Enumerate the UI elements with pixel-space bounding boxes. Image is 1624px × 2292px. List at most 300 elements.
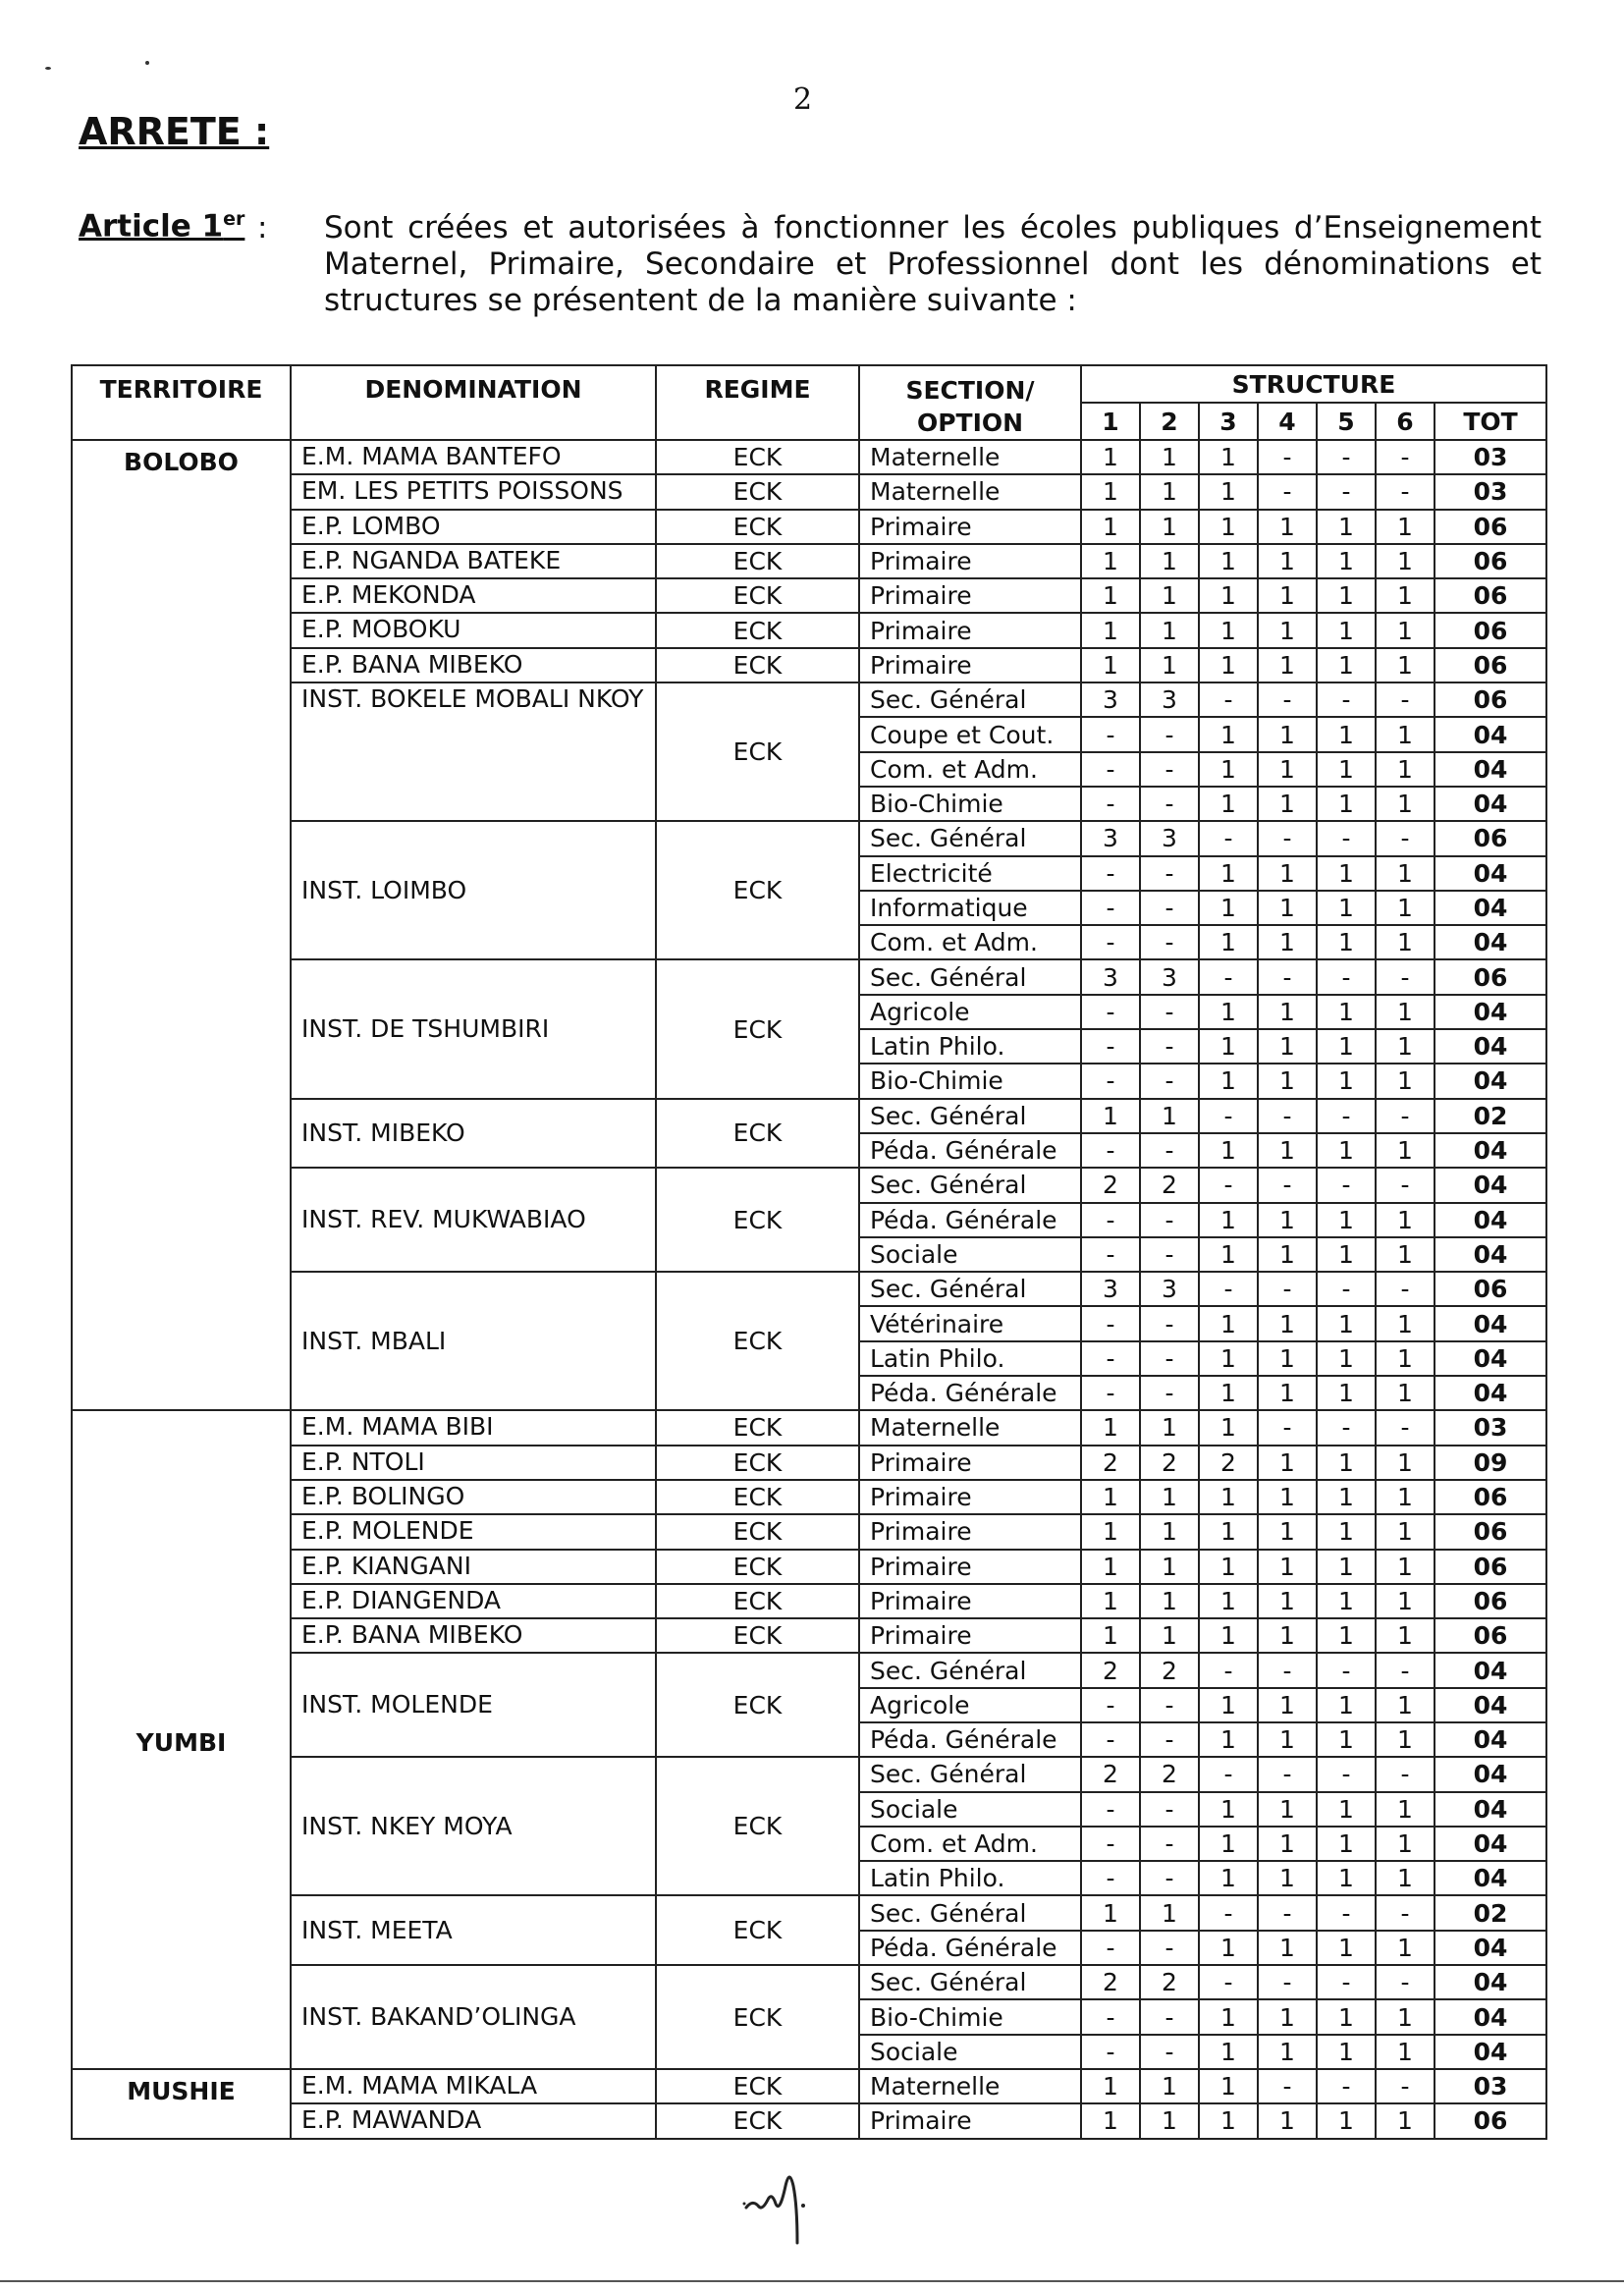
structure-year-5: 1 bbox=[1317, 1618, 1376, 1653]
structure-year-3: 1 bbox=[1199, 1792, 1258, 1827]
structure-year-3: 1 bbox=[1199, 891, 1258, 925]
structure-total: 04 bbox=[1435, 1965, 1546, 1999]
structure-year-4: - bbox=[1258, 1965, 1317, 1999]
structure-year-2: 3 bbox=[1140, 821, 1199, 855]
structure-year-4: 1 bbox=[1258, 613, 1317, 647]
section-option: Primaire bbox=[859, 578, 1081, 613]
school-name: INST. NKEY MOYA bbox=[291, 1757, 656, 1895]
structure-year-4: 1 bbox=[1258, 1827, 1317, 1861]
school-regime: ECK bbox=[656, 821, 859, 959]
table-row bbox=[72, 474, 1546, 509]
structure-year-5: 1 bbox=[1317, 1237, 1376, 1272]
structure-year-2: 1 bbox=[1140, 544, 1199, 578]
table-row bbox=[72, 1272, 1546, 1306]
structure-year-5: - bbox=[1317, 959, 1376, 994]
table-row bbox=[72, 1168, 1546, 1202]
structure-year-6: 1 bbox=[1376, 1237, 1435, 1272]
structure-year-3: 1 bbox=[1199, 995, 1258, 1029]
structure-year-4: - bbox=[1258, 1757, 1317, 1791]
school-name: E.M. MAMA MIKALA bbox=[291, 2069, 656, 2103]
school-name: E.P. DIANGENDA bbox=[291, 1584, 656, 1618]
section-option: Péda. Générale bbox=[859, 1931, 1081, 1965]
structure-total: 04 bbox=[1435, 1653, 1546, 1687]
structure-total: 04 bbox=[1435, 1861, 1546, 1895]
structure-year-1: - bbox=[1081, 787, 1140, 821]
structure-year-5: - bbox=[1317, 682, 1376, 717]
school-name: INST. BOKELE MOBALI NKOY bbox=[291, 682, 656, 821]
structure-year-3: 1 bbox=[1199, 1688, 1258, 1722]
structure-year-2: 1 bbox=[1140, 1895, 1199, 1930]
structure-year-1: - bbox=[1081, 925, 1140, 959]
structure-total: 06 bbox=[1435, 1550, 1546, 1584]
structure-year-3: - bbox=[1199, 821, 1258, 855]
school-name: E.P. NGANDA BATEKE bbox=[291, 544, 656, 578]
structure-year-3: 1 bbox=[1199, 1410, 1258, 1445]
school-regime: ECK bbox=[656, 1550, 859, 1584]
structure-year-5: - bbox=[1317, 474, 1376, 509]
structure-year-6: 1 bbox=[1376, 2103, 1435, 2138]
structure-year-3: 1 bbox=[1199, 717, 1258, 751]
school-regime: ECK bbox=[656, 1272, 859, 1410]
structure-total: 06 bbox=[1435, 1618, 1546, 1653]
structure-year-2: 3 bbox=[1140, 682, 1199, 717]
table-row bbox=[72, 1514, 1546, 1549]
structure-year-3: 1 bbox=[1199, 1722, 1258, 1757]
structure-total: 02 bbox=[1435, 1099, 1546, 1133]
school-name: E.P. MEKONDA bbox=[291, 578, 656, 613]
structure-year-1: 1 bbox=[1081, 1895, 1140, 1930]
section-option: Primaire bbox=[859, 1446, 1081, 1480]
structure-year-5: 1 bbox=[1317, 1827, 1376, 1861]
structure-year-1: - bbox=[1081, 995, 1140, 1029]
section-option: Primaire bbox=[859, 1618, 1081, 1653]
school-regime: ECK bbox=[656, 2069, 859, 2103]
structure-year-2: 1 bbox=[1140, 440, 1199, 474]
structure-total: 03 bbox=[1435, 2069, 1546, 2103]
structure-year-3: 1 bbox=[1199, 1827, 1258, 1861]
structure-year-5: - bbox=[1317, 1168, 1376, 1202]
school-regime: ECK bbox=[656, 648, 859, 682]
structure-year-6: 1 bbox=[1376, 995, 1435, 1029]
structure-year-1: 1 bbox=[1081, 544, 1140, 578]
section-option: Sec. Général bbox=[859, 1272, 1081, 1306]
structure-year-3: 1 bbox=[1199, 787, 1258, 821]
school-regime: ECK bbox=[656, 440, 859, 474]
structure-year-2: - bbox=[1140, 1133, 1199, 1168]
structure-total: 04 bbox=[1435, 1133, 1546, 1168]
structure-year-3: - bbox=[1199, 1099, 1258, 1133]
school-name: E.P. MOBOKU bbox=[291, 613, 656, 647]
structure-year-6: 1 bbox=[1376, 856, 1435, 891]
section-option: Latin Philo. bbox=[859, 1029, 1081, 1064]
structure-year-6: 1 bbox=[1376, 578, 1435, 613]
table-row bbox=[72, 613, 1546, 647]
school-name: INST. MOLENDE bbox=[291, 1653, 656, 1757]
structure-year-6: - bbox=[1376, 1099, 1435, 1133]
structure-year-6: - bbox=[1376, 474, 1435, 509]
header-section: SECTION/ OPTION bbox=[859, 365, 1081, 440]
structure-total: 02 bbox=[1435, 1895, 1546, 1930]
structure-year-5: 1 bbox=[1317, 2035, 1376, 2069]
school-regime: ECK bbox=[656, 1584, 859, 1618]
section-option: Maternelle bbox=[859, 2069, 1081, 2103]
structure-year-6: - bbox=[1376, 1410, 1435, 1445]
structure-year-4: 1 bbox=[1258, 2103, 1317, 2138]
structure-year-1: - bbox=[1081, 1341, 1140, 1376]
section-option: Sec. Général bbox=[859, 682, 1081, 717]
structure-year-1: 1 bbox=[1081, 474, 1140, 509]
structure-year-2: 1 bbox=[1140, 1480, 1199, 1514]
structure-year-3: 1 bbox=[1199, 544, 1258, 578]
structure-year-1: 2 bbox=[1081, 1653, 1140, 1687]
structure-year-5: 1 bbox=[1317, 1514, 1376, 1549]
structure-year-1: - bbox=[1081, 1306, 1140, 1340]
structure-total: 04 bbox=[1435, 925, 1546, 959]
structure-year-3: 1 bbox=[1199, 1618, 1258, 1653]
structure-year-5: 1 bbox=[1317, 1133, 1376, 1168]
structure-total: 06 bbox=[1435, 613, 1546, 647]
structure-year-6: 1 bbox=[1376, 1827, 1435, 1861]
structure-year-4: 1 bbox=[1258, 787, 1317, 821]
structure-year-3: - bbox=[1199, 682, 1258, 717]
section-option: Sociale bbox=[859, 1237, 1081, 1272]
structure-year-4: - bbox=[1258, 474, 1317, 509]
structure-year-5: 1 bbox=[1317, 1861, 1376, 1895]
structure-year-1: 2 bbox=[1081, 1757, 1140, 1791]
structure-year-1: 1 bbox=[1081, 510, 1140, 544]
structure-year-1: - bbox=[1081, 1931, 1140, 1965]
structure-year-1: - bbox=[1081, 1376, 1140, 1410]
school-regime: ECK bbox=[656, 959, 859, 1098]
structure-year-6: 1 bbox=[1376, 510, 1435, 544]
school-name: INST. MBALI bbox=[291, 1272, 656, 1410]
section-option: Sec. Général bbox=[859, 1653, 1081, 1687]
structure-year-2: - bbox=[1140, 1237, 1199, 1272]
header-col: 6 bbox=[1376, 403, 1435, 440]
structure-year-5: 1 bbox=[1317, 613, 1376, 647]
structure-year-1: 1 bbox=[1081, 2103, 1140, 2138]
structure-total: 04 bbox=[1435, 1999, 1546, 2034]
section-option: Primaire bbox=[859, 1584, 1081, 1618]
structure-year-2: - bbox=[1140, 1722, 1199, 1757]
table-row bbox=[72, 1099, 1546, 1133]
structure-year-3: 1 bbox=[1199, 1237, 1258, 1272]
structure-year-4: - bbox=[1258, 1653, 1317, 1687]
structure-year-1: - bbox=[1081, 717, 1140, 751]
school-regime: ECK bbox=[656, 1480, 859, 1514]
section-option: Primaire bbox=[859, 1514, 1081, 1549]
structure-year-5: 1 bbox=[1317, 856, 1376, 891]
structure-year-6: 1 bbox=[1376, 1514, 1435, 1549]
structure-total: 06 bbox=[1435, 648, 1546, 682]
structure-year-5: - bbox=[1317, 2069, 1376, 2103]
section-option: Péda. Générale bbox=[859, 1722, 1081, 1757]
section-option: Latin Philo. bbox=[859, 1861, 1081, 1895]
structure-total: 04 bbox=[1435, 1757, 1546, 1791]
structure-total: 06 bbox=[1435, 578, 1546, 613]
table-row bbox=[72, 544, 1546, 578]
structure-year-5: 1 bbox=[1317, 1722, 1376, 1757]
table-row bbox=[72, 2069, 1546, 2103]
structure-year-1: - bbox=[1081, 891, 1140, 925]
structure-year-3: 2 bbox=[1199, 1446, 1258, 1480]
structure-year-6: 1 bbox=[1376, 1029, 1435, 1064]
structure-year-6: - bbox=[1376, 1168, 1435, 1202]
table-row bbox=[72, 1480, 1546, 1514]
structure-year-5: 1 bbox=[1317, 891, 1376, 925]
territory-cell: YUMBI bbox=[72, 1410, 291, 2069]
structure-year-5: - bbox=[1317, 440, 1376, 474]
structure-year-5: 1 bbox=[1317, 1999, 1376, 2034]
territory-cell: BOLOBO bbox=[72, 440, 291, 1410]
structure-year-4: - bbox=[1258, 2069, 1317, 2103]
section-option: Maternelle bbox=[859, 440, 1081, 474]
structure-year-3: 1 bbox=[1199, 578, 1258, 613]
structure-year-1: 3 bbox=[1081, 959, 1140, 994]
structure-year-3: 1 bbox=[1199, 2103, 1258, 2138]
header-col: 2 bbox=[1140, 403, 1199, 440]
structure-year-4: - bbox=[1258, 821, 1317, 855]
header-col-total: TOT bbox=[1435, 403, 1546, 440]
structure-year-2: - bbox=[1140, 1306, 1199, 1340]
structure-year-6: - bbox=[1376, 959, 1435, 994]
structure-year-2: 1 bbox=[1140, 648, 1199, 682]
structure-year-1: 3 bbox=[1081, 682, 1140, 717]
structure-total: 04 bbox=[1435, 1688, 1546, 1722]
section-option: Sec. Général bbox=[859, 1168, 1081, 1202]
structure-year-1: 1 bbox=[1081, 1618, 1140, 1653]
structure-year-3: 1 bbox=[1199, 2069, 1258, 2103]
header-regime: REGIME bbox=[656, 365, 859, 440]
structure-year-2: 2 bbox=[1140, 1446, 1199, 1480]
structure-year-4: 1 bbox=[1258, 1341, 1317, 1376]
structure-total: 06 bbox=[1435, 544, 1546, 578]
structure-year-6: 1 bbox=[1376, 1550, 1435, 1584]
header-denomination: DENOMINATION bbox=[291, 365, 656, 440]
structure-total: 04 bbox=[1435, 856, 1546, 891]
table-row bbox=[72, 1550, 1546, 1584]
structure-year-1: 1 bbox=[1081, 1514, 1140, 1549]
structure-year-5: - bbox=[1317, 1895, 1376, 1930]
section-option: Sec. Général bbox=[859, 1965, 1081, 1999]
structure-total: 04 bbox=[1435, 1341, 1546, 1376]
table-row bbox=[72, 821, 1546, 855]
structure-year-1: - bbox=[1081, 856, 1140, 891]
table-row bbox=[72, 1653, 1546, 1687]
structure-year-4: - bbox=[1258, 1099, 1317, 1133]
structure-total: 04 bbox=[1435, 1203, 1546, 1237]
structure-year-1: - bbox=[1081, 1688, 1140, 1722]
structure-year-2: - bbox=[1140, 1029, 1199, 1064]
school-regime: ECK bbox=[656, 1168, 859, 1272]
structure-year-6: - bbox=[1376, 1757, 1435, 1791]
school-regime: ECK bbox=[656, 682, 859, 821]
schools-table bbox=[71, 364, 1547, 2140]
structure-year-5: 1 bbox=[1317, 1376, 1376, 1410]
structure-year-4: - bbox=[1258, 1168, 1317, 1202]
section-option: Primaire bbox=[859, 648, 1081, 682]
table-row bbox=[72, 682, 1546, 717]
structure-year-2: 1 bbox=[1140, 474, 1199, 509]
structure-year-2: - bbox=[1140, 925, 1199, 959]
structure-year-3: 1 bbox=[1199, 1999, 1258, 2034]
table-row bbox=[72, 510, 1546, 544]
section-option: Com. et Adm. bbox=[859, 1827, 1081, 1861]
structure-year-1: - bbox=[1081, 1999, 1140, 2034]
structure-year-4: 1 bbox=[1258, 1133, 1317, 1168]
section-option: Com. et Adm. bbox=[859, 752, 1081, 787]
structure-year-4: 1 bbox=[1258, 1584, 1317, 1618]
school-regime: ECK bbox=[656, 1895, 859, 1965]
structure-year-2: - bbox=[1140, 717, 1199, 751]
structure-total: 04 bbox=[1435, 717, 1546, 751]
structure-year-1: - bbox=[1081, 1203, 1140, 1237]
structure-year-5: 1 bbox=[1317, 717, 1376, 751]
structure-year-6: - bbox=[1376, 1272, 1435, 1306]
structure-year-5: 1 bbox=[1317, 1341, 1376, 1376]
bottom-rule bbox=[0, 2280, 1624, 2282]
school-name: E.M. MAMA BIBI bbox=[291, 1410, 656, 1445]
school-name: INST. DE TSHUMBIRI bbox=[291, 959, 656, 1098]
structure-year-4: 1 bbox=[1258, 1064, 1317, 1098]
structure-total: 04 bbox=[1435, 1237, 1546, 1272]
section-option: Maternelle bbox=[859, 474, 1081, 509]
school-name: E.P. BANA MIBEKO bbox=[291, 648, 656, 682]
table-row bbox=[72, 1410, 1546, 1445]
structure-total: 06 bbox=[1435, 821, 1546, 855]
structure-year-4: 1 bbox=[1258, 995, 1317, 1029]
structure-year-5: 1 bbox=[1317, 925, 1376, 959]
structure-year-6: 1 bbox=[1376, 1618, 1435, 1653]
structure-total: 04 bbox=[1435, 2035, 1546, 2069]
structure-year-4: 1 bbox=[1258, 925, 1317, 959]
header-col: 3 bbox=[1199, 403, 1258, 440]
structure-year-1: - bbox=[1081, 1133, 1140, 1168]
scan-speck bbox=[145, 61, 149, 65]
structure-total: 03 bbox=[1435, 1410, 1546, 1445]
structure-year-3: 1 bbox=[1199, 613, 1258, 647]
structure-year-1: 1 bbox=[1081, 1480, 1140, 1514]
structure-year-2: - bbox=[1140, 1341, 1199, 1376]
structure-year-6: 1 bbox=[1376, 1861, 1435, 1895]
structure-year-4: - bbox=[1258, 1272, 1317, 1306]
structure-year-5: 1 bbox=[1317, 1792, 1376, 1827]
structure-year-2: 2 bbox=[1140, 1757, 1199, 1791]
structure-year-3: 1 bbox=[1199, 1376, 1258, 1410]
structure-year-2: - bbox=[1140, 1999, 1199, 2034]
structure-year-2: 1 bbox=[1140, 1514, 1199, 1549]
structure-year-6: - bbox=[1376, 440, 1435, 474]
structure-year-4: 1 bbox=[1258, 752, 1317, 787]
school-name: INST. BAKAND’OLINGA bbox=[291, 1965, 656, 2069]
structure-year-3: 1 bbox=[1199, 752, 1258, 787]
structure-year-6: - bbox=[1376, 682, 1435, 717]
structure-year-3: 1 bbox=[1199, 510, 1258, 544]
structure-year-3: - bbox=[1199, 1965, 1258, 1999]
structure-year-2: - bbox=[1140, 1792, 1199, 1827]
school-name: E.P. MAWANDA bbox=[291, 2103, 656, 2138]
table-row bbox=[72, 1618, 1546, 1653]
table-row bbox=[72, 1757, 1546, 1791]
structure-year-4: 1 bbox=[1258, 544, 1317, 578]
structure-year-1: - bbox=[1081, 2035, 1140, 2069]
structure-year-1: - bbox=[1081, 752, 1140, 787]
structure-year-3: 1 bbox=[1199, 1480, 1258, 1514]
structure-total: 04 bbox=[1435, 1931, 1546, 1965]
structure-year-2: - bbox=[1140, 752, 1199, 787]
structure-year-1: - bbox=[1081, 1827, 1140, 1861]
structure-year-6: 1 bbox=[1376, 648, 1435, 682]
section-option: Péda. Générale bbox=[859, 1376, 1081, 1410]
structure-year-5: 1 bbox=[1317, 995, 1376, 1029]
structure-year-3: 1 bbox=[1199, 1514, 1258, 1549]
table-header bbox=[72, 365, 1546, 440]
section-option: Bio-Chimie bbox=[859, 1064, 1081, 1098]
structure-year-1: 1 bbox=[1081, 1584, 1140, 1618]
structure-year-4: 1 bbox=[1258, 1550, 1317, 1584]
structure-year-6: 1 bbox=[1376, 1688, 1435, 1722]
article-colon: : bbox=[257, 210, 268, 246]
section-option: Agricole bbox=[859, 1688, 1081, 1722]
structure-year-4: 1 bbox=[1258, 1514, 1317, 1549]
structure-year-4: 1 bbox=[1258, 1722, 1317, 1757]
structure-year-4: - bbox=[1258, 1895, 1317, 1930]
structure-year-1: 1 bbox=[1081, 440, 1140, 474]
structure-year-6: 1 bbox=[1376, 1999, 1435, 2034]
structure-total: 04 bbox=[1435, 1376, 1546, 1410]
table-row bbox=[72, 959, 1546, 994]
section-option: Com. et Adm. bbox=[859, 925, 1081, 959]
structure-year-1: 1 bbox=[1081, 648, 1140, 682]
structure-total: 04 bbox=[1435, 1168, 1546, 1202]
section-option: Sociale bbox=[859, 1792, 1081, 1827]
structure-total: 04 bbox=[1435, 752, 1546, 787]
structure-year-1: 2 bbox=[1081, 1965, 1140, 1999]
section-option: Primaire bbox=[859, 1550, 1081, 1584]
structure-year-1: - bbox=[1081, 1722, 1140, 1757]
decree-heading: ARRETE : bbox=[79, 110, 270, 153]
structure-year-2: - bbox=[1140, 1931, 1199, 1965]
structure-total: 06 bbox=[1435, 1272, 1546, 1306]
structure-year-6: 1 bbox=[1376, 1203, 1435, 1237]
school-regime: ECK bbox=[656, 1965, 859, 2069]
structure-year-4: 1 bbox=[1258, 510, 1317, 544]
school-regime: ECK bbox=[656, 1099, 859, 1169]
table-row bbox=[72, 1584, 1546, 1618]
school-name: E.P. LOMBO bbox=[291, 510, 656, 544]
structure-year-5: - bbox=[1317, 1757, 1376, 1791]
structure-total: 04 bbox=[1435, 787, 1546, 821]
school-name: E.P. MOLENDE bbox=[291, 1514, 656, 1549]
structure-total: 04 bbox=[1435, 891, 1546, 925]
structure-year-1: 2 bbox=[1081, 1446, 1140, 1480]
structure-year-2: 2 bbox=[1140, 1653, 1199, 1687]
header-col: 1 bbox=[1081, 403, 1140, 440]
structure-year-5: 1 bbox=[1317, 1480, 1376, 1514]
table-row bbox=[72, 1446, 1546, 1480]
article-label-sup: er bbox=[223, 208, 245, 230]
structure-total: 09 bbox=[1435, 1446, 1546, 1480]
structure-year-4: 1 bbox=[1258, 1376, 1317, 1410]
section-option: Informatique bbox=[859, 891, 1081, 925]
structure-year-6: 1 bbox=[1376, 925, 1435, 959]
structure-year-1: - bbox=[1081, 1792, 1140, 1827]
structure-year-6: 1 bbox=[1376, 544, 1435, 578]
structure-year-3: - bbox=[1199, 1757, 1258, 1791]
section-option: Agricole bbox=[859, 995, 1081, 1029]
section-option: Sec. Général bbox=[859, 1895, 1081, 1930]
school-regime: ECK bbox=[656, 613, 859, 647]
